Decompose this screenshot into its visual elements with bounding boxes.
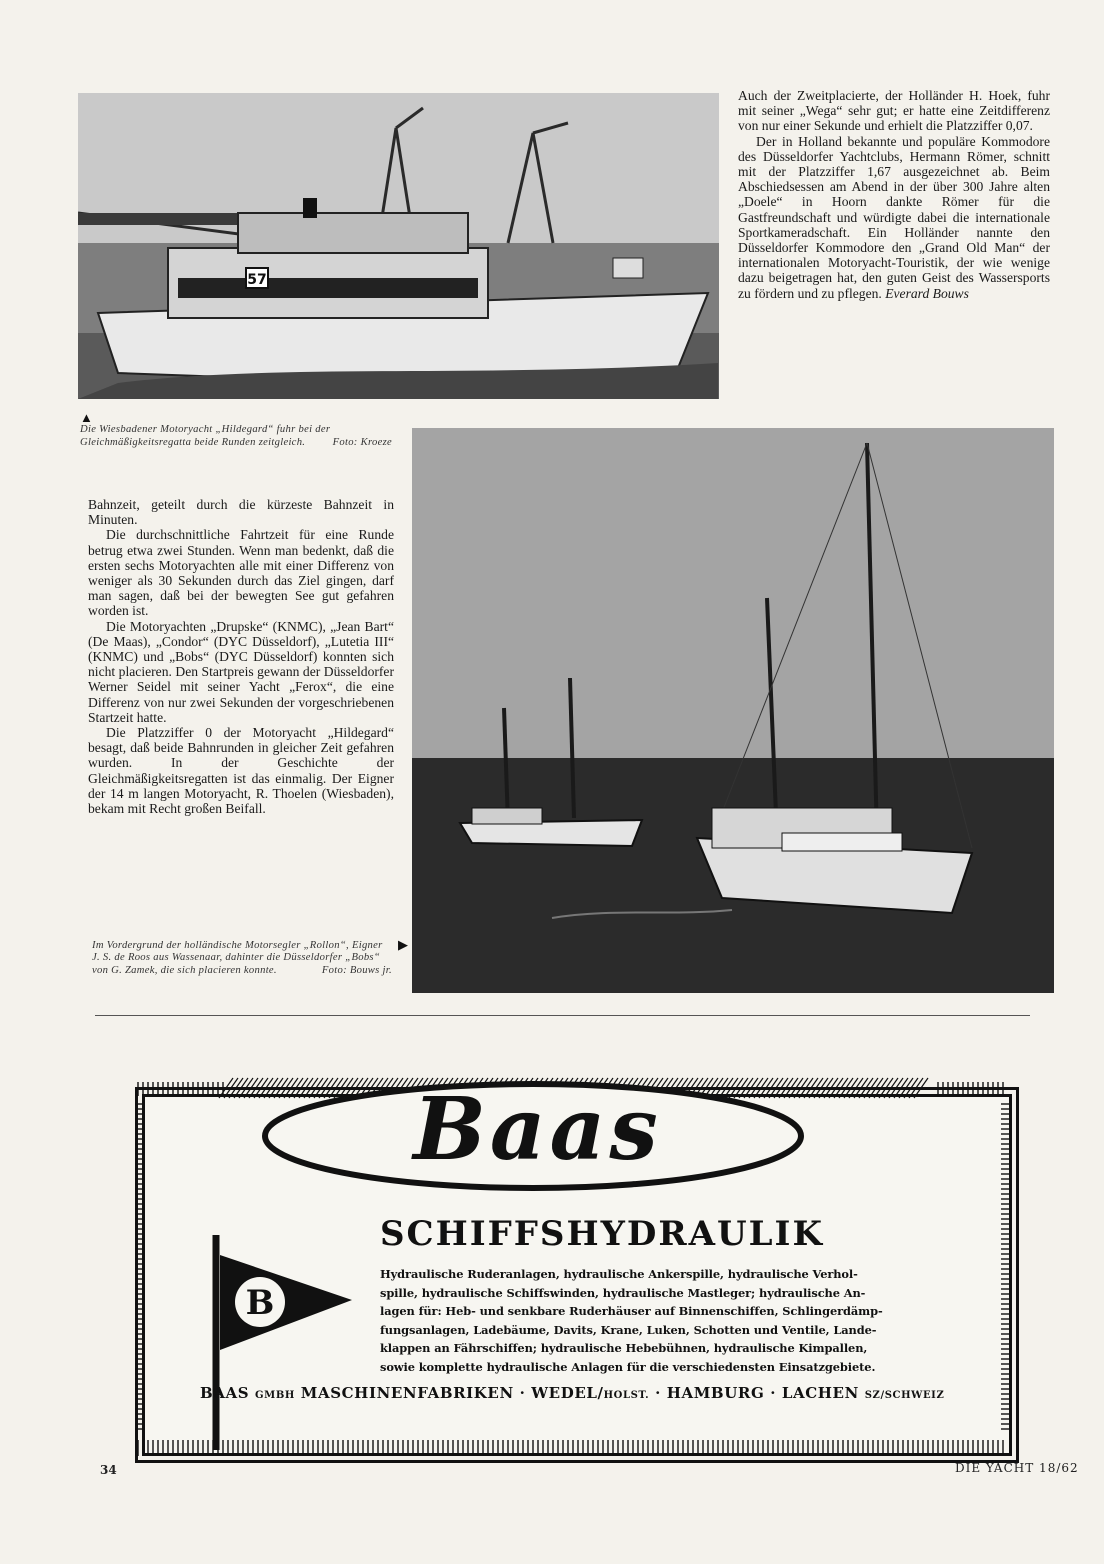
company-country: SZ/SCHWEIZ	[864, 1390, 945, 1401]
baas-logo: Baas	[413, 1079, 662, 1180]
photo1-caption-text: Die Wiesbadener Motoryacht „Hildegard“ fuhr bei der Gleichmäßigkeitsregatta beide Runden zeitgleich.	[80, 424, 331, 448]
company-location-suffix: HOLST.	[603, 1390, 650, 1401]
paragraph: Die durchschnittliche Fahrtzeit für eine Runde betrug etwa zwei Stunden. Wenn man bedenkt, daß die ersten sechs Motoryachten alle mit einer Differenz von weniger als 30 Sekunden durch das Ziel gingen, darf man sagen, daß bei der bewegten See gut gefahren worden ist.	[88, 527, 394, 619]
company-cities: · HAMBURG · LACHEN	[655, 1384, 859, 1402]
company-form: GMBH	[255, 1390, 295, 1401]
photo2-credit: Foto: Bouws jr.	[321, 964, 392, 976]
photo1-caption	[80, 412, 392, 449]
paragraph-text: Der in Holland bekannte und populäre Kommodore des Düsseldorfer Yachtclubs, Hermann Römer, schnitt mit der Platzziffer 1,67 ausgezeichnet ab. Beim Abschiedsessen am Abend in der über 300 Jahre alten „Doele“ in Hoorn dankte Römer für die Gastfreundschaft und würdigte dabei die internationale Sportkameradschaft. Ein Holländer nannte den Düsseldorfer Kommodore den „Grand Old Man“ der internationalen Motoryacht-Touristik, der wie wenige dazu beigetragen hat, den guten Geist des Wassersports zu fördern und zu pflegen.	[738, 133, 1050, 301]
paragraph: Die Platzziffer 0 der Motoryacht „Hildegard“ besagt, daß beide Bahnrunden in gleicher Zeit gefahren wurden. In der Geschichte der Gleichmäßigkeitsregatten ist das einmalig. Der Eigner der 14 m langen Motoryacht, R. Thoelen (Wiesbaden), bekam mit Recht großen Beifall.	[88, 725, 394, 817]
flag-letter: B	[245, 1283, 275, 1323]
photo-motorsegler-rollon	[412, 428, 1054, 993]
photo1-credit: Foto: Kroeze	[332, 436, 392, 448]
author-name: Everard Bouws	[885, 285, 969, 301]
ad-body-line: spille, hydraulische Schiffswinden, hydraulische Mastleger; hydraulische An-	[380, 1285, 866, 1300]
right-triangle-icon: ▶	[398, 938, 408, 953]
paragraph: Die Motoryachten „Drupske“ (KNMC), „Jean Bart“ (De Maas), „Condor“ (DYC Düsseldorf), „Lutetia III“ (KNMC) und „Bobs“ (DYC Düsseldorf) konnten sich nicht placieren. Den Startpreis gewann der Düsseldorfer Werner Seidel mit seiner Yacht „Ferox“, die eine Differenz von nur zwei Sekunden der vorgeschriebenen Startzeit hatte.	[88, 618, 394, 725]
ad-body-line: klappen an Fährschiffen; hydraulische Hebebühnen, hydraulische Kimpallen,	[380, 1341, 868, 1356]
baas-flag-logo	[200, 1225, 360, 1455]
ad-company-line	[200, 1384, 944, 1402]
company-location: MASCHINENFABRIKEN · WEDEL/	[300, 1384, 604, 1402]
paragraph	[738, 134, 1050, 301]
top-right-article-column	[738, 88, 1050, 301]
photo2-caption	[92, 940, 392, 977]
paragraph: Auch der Zweitplacierte, der Holländer H. Hoek, fuhr mit seiner „Wega“ sehr gut; er hatte eine Zeitdifferenz von nur einer Sekunde und erhielt die Platzziffer 0,07.	[738, 88, 1050, 134]
magazine-issue: DIE YACHT 18/62	[955, 1461, 1079, 1475]
photo-motoryacht-hildegard	[78, 93, 719, 399]
left-article-column	[88, 497, 394, 816]
page-number: 34	[100, 1463, 117, 1477]
company-name: BAAS	[200, 1384, 250, 1402]
photo2-caption-text: Im Vordergrund der holländische Motorsegler „Rollon“, Eigner J. S. de Roos aus Wassenaar, dahinter die Düsseldorfer „Bobs“ von G. Zamek, die sich placieren konnte.	[92, 940, 383, 976]
ad-body-line: sowie komplette hydraulische Anlagen für die verschiedensten Einsatzgebiete.	[380, 1359, 876, 1374]
paragraph: Bahnzeit, geteilt durch die kürzeste Bahnzeit in Minuten.	[88, 497, 394, 528]
up-triangle-icon: ▲	[80, 410, 94, 425]
ad-body-line: lagen für: Heb- und senkbare Ruderhäuser auf Binnenschiffen, Schlingerdämp-	[380, 1304, 883, 1319]
section-divider	[95, 1015, 1030, 1016]
ad-body-line: Hydraulische Ruderanlagen, hydraulische Ankerspille, hydraulische Verhol-	[380, 1267, 858, 1281]
ad-title: SCHIFFSHYDRAULIK	[380, 1214, 825, 1254]
ad-body-text	[380, 1265, 995, 1377]
boat-number: 57	[247, 272, 267, 288]
ad-body-line: fungsanlagen, Ladebäume, Davits, Krane, Luken, Schotten und Ventile, Lande-	[380, 1322, 877, 1337]
